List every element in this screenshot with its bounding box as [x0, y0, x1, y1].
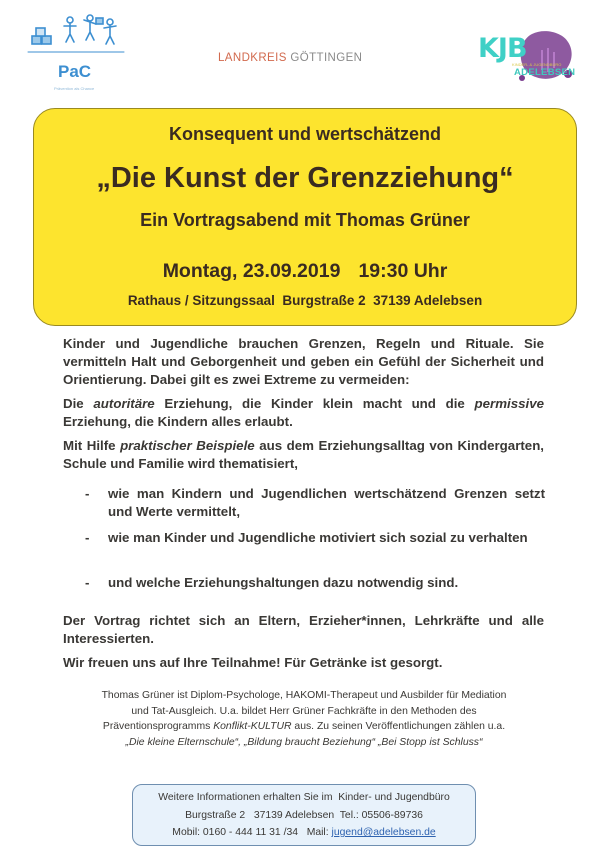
examples-paragraph: [63, 437, 544, 473]
info-line-1: Weitere Informationen erhalten Sie im Kinder- und Jugendbüro: [158, 792, 450, 803]
extremes-authoritarian: autoritäre: [93, 396, 155, 411]
banner-date-time: [34, 260, 576, 283]
kjb-logo: [472, 30, 576, 86]
pac-logo: [26, 12, 126, 96]
kjb-logo-place: ADELEBSEN: [514, 67, 576, 78]
extremes-paragraph: [63, 395, 544, 431]
bullet-marker: -: [85, 486, 90, 501]
banner-subtitle: Konsequent und wertschätzend: [168, 124, 442, 144]
bullet-marker: -: [85, 575, 90, 590]
bullet-text: wie man Kinder und Jugendliche motiviert sich sozial zu verhalten: [108, 530, 528, 545]
bullet-text: wie man Kindern und Jugendlichen wertschätzend Grenzen setzt und Werte vermittelt,: [108, 486, 545, 519]
pac-logo-tagline: Prävention als Chance: [54, 86, 95, 91]
event-time: 19:30 Uhr: [358, 260, 448, 282]
examples-text-1: Mit Hilfe: [63, 438, 121, 453]
extremes-permissive: permissive: [474, 396, 544, 411]
bio-line-3c: aus. Zu seinen Veröffentlichungen zählen u.a.: [291, 721, 506, 732]
examples-practical: praktischer Beispiele: [120, 438, 255, 453]
examples-text-2: aus dem Erziehungsalltag von Kindergarten, Schule und Familie wird thematisiert,: [63, 438, 545, 471]
list-item: [85, 529, 545, 547]
list-item: [85, 574, 545, 592]
children-with-boxes-logo-icon: [26, 12, 126, 62]
bio-publications-text: „Die kleine Elternschule“, „Bildung braucht Beziehung“ „Bei Stopp ist Schluss“: [125, 736, 483, 748]
banner-guest: Ein Vortragsabend mit Thomas Grüner: [140, 210, 470, 230]
bio-program-name: Konflikt-KULTUR: [213, 721, 292, 732]
kjb-logo-subtitle: KINDER- & JUGENDBÜRO: [512, 62, 562, 67]
contact-info-box: [132, 784, 476, 846]
extremes-text-1: Die: [63, 396, 94, 411]
bio-line-3: [40, 719, 568, 735]
landkreis-logo-part2: GÖTTINGEN: [290, 52, 363, 64]
info-line-3: [133, 827, 475, 838]
landkreis-goettingen-logo: [218, 52, 362, 64]
extremes-text-3: Erziehung, die Kindern alles erlaubt.: [63, 414, 293, 429]
kjb-logo-name: KJB: [478, 33, 527, 64]
mobile-number: Mobil: 0160 - 444 11 31 /34 Mail:: [172, 827, 332, 838]
bio-line-1: Thomas Grüner ist Diplom-Psychologe, HAKOMI-Therapeut und Ausbilder für Mediation: [101, 690, 507, 701]
bullet-text: und welche Erziehungshaltungen dazu notwendig sind.: [108, 575, 459, 590]
event-banner: [33, 108, 577, 326]
extremes-text-2: Erziehung, die Kinder klein macht und die: [154, 396, 475, 411]
welcome-paragraph: Wir freuen uns auf Ihre Teilnahme! Für Getränke ist gesorgt.: [63, 655, 443, 670]
intro-paragraph: Kinder und Jugendliche brauchen Grenzen, Regeln und Rituale. Sie vermitteln Halt und Geborgenheit und geben ein Gefühl der Sicherheit und Orientierung. Dabei gilt es zwei Extreme zu vermeiden:: [63, 336, 544, 387]
pac-logo-name: PaC: [58, 62, 92, 81]
bio-publications: [40, 735, 568, 751]
bio-line-3a: Präventionsprogramms: [102, 721, 214, 732]
banner-title: „Die Kunst der Grenzziehung“: [96, 162, 514, 194]
info-line-2: Burgstraße 2 37139 Adelebsen Tel.: 05506-89736: [185, 810, 423, 821]
landkreis-logo-part1: LANDKREIS: [218, 52, 287, 64]
audience-paragraph: Der Vortrag richtet sich an Eltern, Erzieher*innen, Lehrkräfte und alle Interessierten.: [63, 613, 544, 646]
bullet-marker: -: [85, 530, 90, 545]
bio-line-2: und Tat-Ausgleich. U.a. bildet Herr Grüner Fachkräfte in den Methoden des: [131, 705, 477, 717]
event-date: Montag, 23.09.2019: [162, 260, 341, 282]
speaker-bio: [40, 688, 568, 750]
email-link[interactable]: jugend@adelebsen.de: [331, 827, 436, 838]
event-location: Rathaus / Sitzungssaal Burgstraße 2 37139 Adelebsen: [127, 293, 483, 308]
list-item: [85, 485, 545, 521]
